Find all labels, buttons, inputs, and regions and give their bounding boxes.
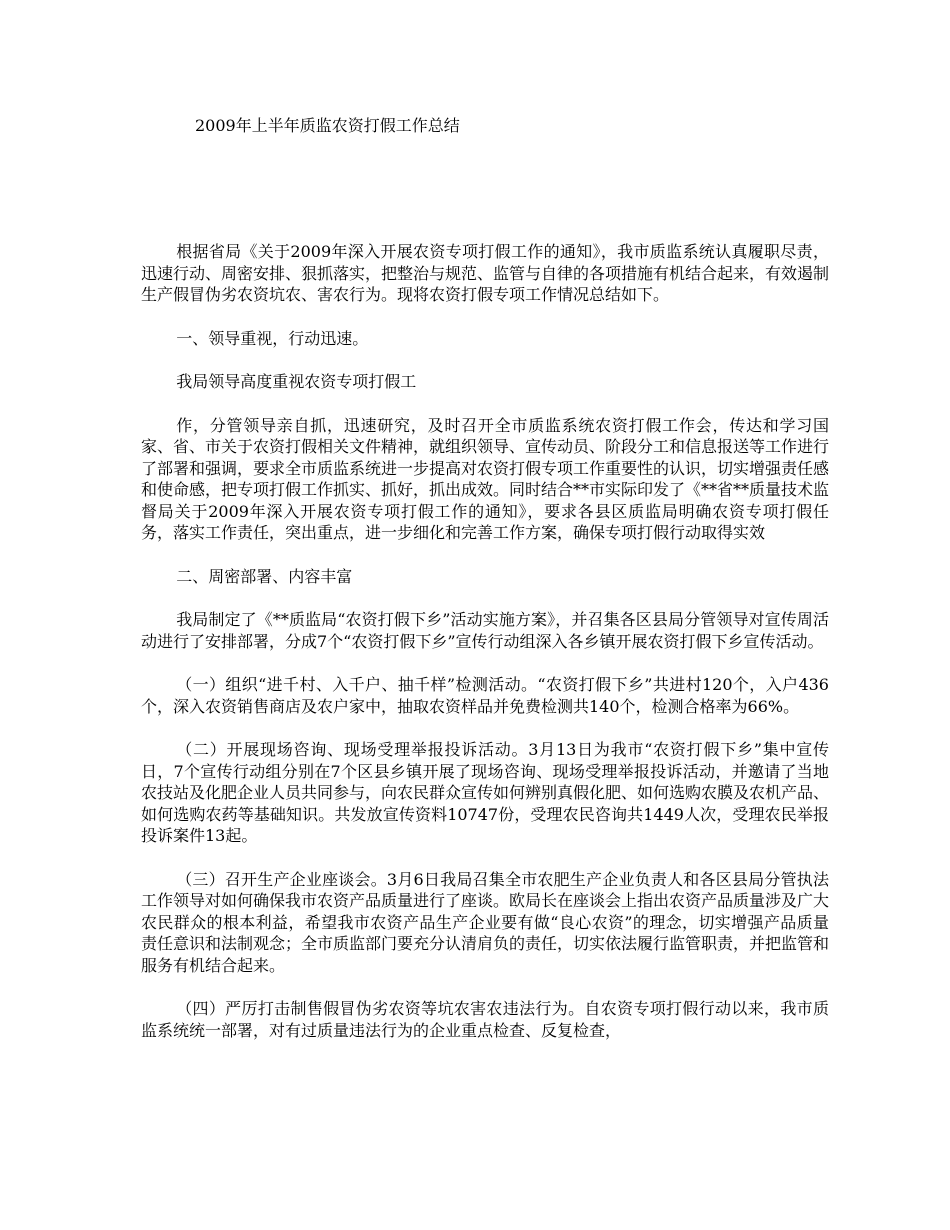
paragraph-item-1: （一）组织“进千村、入千户、抽千样”检测活动。“农资打假下乡”共进村120个，入户436个，深入农资销售商店及农户家中，抽取农资样品并免费检测共140个，检测合格率为66%。 [141, 675, 829, 716]
document-body [141, 241, 829, 1063]
paragraph-item-2: （二）开展现场咨询、现场受理举报投诉活动。3月13日为我市“农资打假下乡”集中宣传日，7个宣传行动组分别在7个区县乡镇开展了现场咨询、现场受理举报投诉活动，并邀请了当地农技站及化肥企业人员共同参与，向农民群众宣传如何辨别真假化肥、如何选购农膜及农机产品、如何选购农药等基础知识。共发放宣传资料10747份，受理农民咨询共1449人次，受理农民举报投诉案件13起。 [141, 740, 830, 845]
paragraph-leadership-start: 我局领导高度重视农资专项打假工 [176, 372, 417, 391]
paragraph-item-3: （三）召开生产企业座谈会。3月6日我局召集全市农肥生产企业负责人和各区县局分管执法工作领导对如何确保我市农资产品质量进行了座谈。欧局长在座谈会上指出农资产品质量涉及广大农民群众的根本利益，希望我市农资产品生产企业要有做“良心农资”的理念，切实增强产品质量责任意识和法制观念；全市质监部门要充分认清肩负的责任，切实依法履行监管职责，并把监管和服务有机结合起来。 [141, 869, 830, 975]
paragraph-item-4: （四）严厉打击制售假冒伪劣农资等坑农害农违法行为。自农资专项打假行动以来，我市质监系统统一部署，对有过质量违法行为的企业重点检查、反复检查， [141, 999, 829, 1040]
paragraph-plan: 我局制定了《**质监局“农资打假下乡”活动实施方案》，并召集各区县局分管领导对宣传周活动进行了安排部署，分成7个“农资打假下乡”宣传行动组深入各乡镇开展农资打假下乡宣传活动。 [141, 610, 829, 651]
paragraph-leadership-body: 作，分管领导亲自抓，迅速研究，及时召开全市质监系统农资打假工作会，传达和学习国家、省、市关于农资打假相关文件精神，就组织领导、宣传动员、阶段分工和信息报送等工作进行了部署和强调，要求全市质监系统进一步提高对农资打假专项工作重要性的认识，切实增强责任感和使命感，把专项打假工作抓实、抓好，抓出成效。同时结合**市实际印发了《**省**质量技术监督局关于2009年深入开展农资专项打假工作的通知》，要求各县区质监局明确农资专项打假任务，落实工作责任，突出重点，进一步细化和完善工作方案，确保专项打假行动取得实效 [141, 415, 830, 542]
document-title: 2009年上半年质监农资打假工作总结 [195, 116, 460, 135]
section-heading-1: 一、领导重视，行动迅速。 [176, 328, 369, 348]
paragraph-intro: 根据省局《关于2009年深入开展农资专项打假工作的通知》，我市质监系统认真履职尽责，迅速行动、周密安排、狠抓落实，把整治与规范、监管与自律的各项措施有机结合起来，有效遏制生产假冒伪劣农资坑农、害农行为。现将农资打假专项工作情况总结如下。 [141, 242, 830, 304]
section-heading-2: 二、周密部署、内容丰富 [176, 566, 353, 586]
